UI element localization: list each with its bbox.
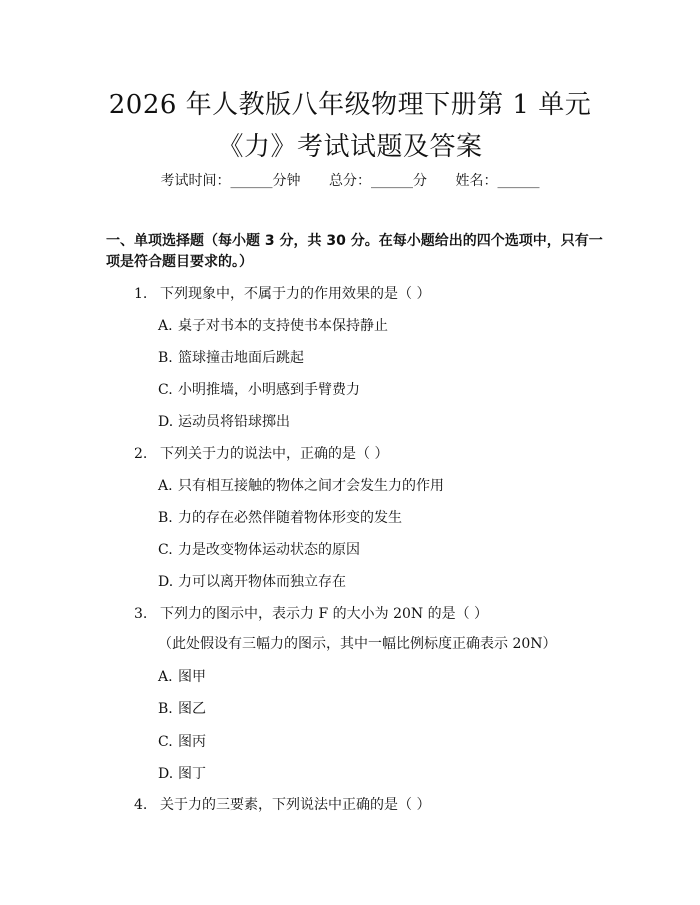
option-text: 运动员将铅球掷出 [178, 414, 290, 430]
q3-option-b [158, 698, 206, 718]
option-letter: C. [158, 542, 173, 558]
title-line-1: 2026 年人教版八年级物理下册第 1 单元 [108, 90, 592, 120]
option-letter: A. [158, 318, 173, 334]
option-text: 桌子对书本的支持使书本保持静止 [178, 318, 388, 334]
student-name-label: 姓名：______ [455, 173, 540, 189]
q2-option-b [158, 507, 402, 527]
question-4 [134, 794, 430, 814]
question-text: 下列现象中，不属于力的作用效果的是（ ） [160, 286, 431, 302]
q3-option-c [158, 731, 206, 751]
option-letter: D. [158, 766, 174, 782]
question-2 [134, 443, 388, 463]
question-number: 2. [134, 446, 148, 462]
option-letter: A. [158, 478, 173, 494]
option-text: 图乙 [178, 701, 206, 717]
question-text: 关于力的三要素，下列说法中正确的是（ ） [160, 797, 431, 813]
question-text: 下列力的图示中，表示力 F 的大小为 20N 的是（ ） [160, 606, 489, 622]
option-letter: A. [158, 669, 173, 685]
total-score-label: 总分：______分 [329, 173, 427, 189]
option-letter: C. [158, 382, 173, 398]
option-letter: C. [158, 734, 173, 750]
question-1 [134, 283, 430, 303]
option-text: 力的存在必然伴随着物体形变的发生 [178, 510, 402, 526]
question-number: 3. [134, 606, 148, 622]
q1-option-d [158, 411, 290, 431]
q2-option-a [158, 475, 444, 495]
question-number: 4. [134, 797, 148, 813]
q3-figure-note: （此处假设有三幅力的图示，其中一幅比例标度正确表示 20N） [158, 636, 557, 652]
q1-option-c [158, 379, 360, 399]
option-text: 力是改变物体运动状态的原因 [178, 542, 360, 558]
option-text: 小明推墙，小明感到手臂费力 [178, 382, 360, 398]
question-3 [134, 603, 488, 623]
option-text: 篮球撞击地面后跳起 [178, 350, 304, 366]
exam-meta [0, 170, 700, 190]
title-line-2: 《力》考试试题及答案 [217, 132, 483, 162]
question-text: 下列关于力的说法中，正确的是（ ） [160, 446, 389, 462]
option-letter: D. [158, 414, 174, 430]
exam-time-label: 考试时间：______分钟 [160, 173, 301, 189]
option-text: 图丙 [178, 734, 206, 750]
option-letter: B. [158, 701, 173, 717]
q2-option-d [158, 571, 346, 591]
question-number: 1. [134, 286, 148, 302]
option-text: 图甲 [178, 669, 206, 685]
option-letter: B. [158, 350, 173, 366]
q3-option-a [158, 666, 206, 686]
q2-option-c [158, 539, 360, 559]
option-text: 只有相互接触的物体之间才会发生力的作用 [178, 478, 444, 494]
option-text: 图丁 [178, 766, 206, 782]
q1-option-a [158, 315, 388, 335]
option-text: 力可以离开物体而独立存在 [178, 574, 346, 590]
q3-option-d [158, 763, 206, 783]
option-letter: D. [158, 574, 174, 590]
q1-option-b [158, 347, 304, 367]
option-letter: B. [158, 510, 173, 526]
section-heading: 一、单项选择题（每小题 3 分，共 30 分。在每小题给出的四个选项中，只有一项是符合题目要求的。） [106, 233, 603, 270]
